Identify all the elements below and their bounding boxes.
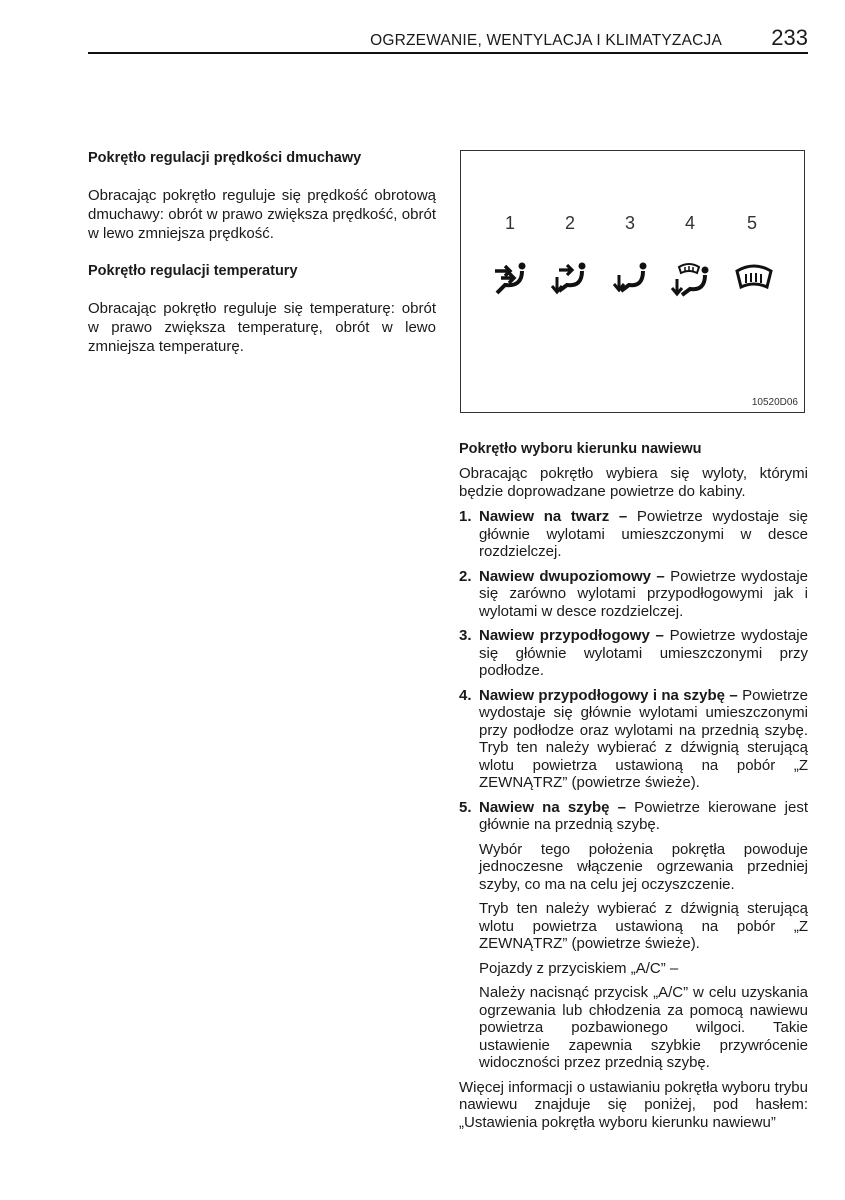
sub-paragraph: Należy nacisnąć przycisk „A/C” w celu uzyskania ogrzewania lub chłodzenia za pomocą nawiewu powietrza pozbawionego wilgoci. Takie ustawienie zapewnia szybkie przywrócenie widoczności przez przednią szybę.	[479, 984, 808, 1071]
item-title: Nawiew na szybę –	[479, 798, 626, 816]
mode-number-4: 4	[685, 213, 696, 233]
direction-intro: Obracając pokrętło wybiera się wyloty, którymi będzie doprowadzane powietrze do kabiny.	[459, 465, 808, 500]
right-column	[459, 440, 808, 1139]
item-title: Nawiew na twarz –	[479, 508, 628, 525]
item-text: Powietrze kierowane jest głównie na przednią szybę.	[479, 798, 809, 833]
item-number: 3.	[459, 627, 472, 644]
item-number: 4.	[459, 686, 472, 704]
list-item	[459, 568, 808, 621]
face-vent-icon	[491, 261, 531, 297]
item-number: 2.	[459, 567, 472, 585]
sub-paragraph: Wybór tego położenia pokrętła powoduje jednoczesne włączenie ogrzewania przedniej szyby, co ma na celu jej oczyszczenie.	[479, 840, 808, 893]
item-text: Powietrze wydostaje się zarówno wylotami przypodłogowymi jak i wylotami w desce rozdzielczej.	[479, 567, 808, 620]
mode-number-5: 5	[747, 213, 758, 233]
floor-defrost-vent-icon	[669, 261, 713, 299]
item-title: Nawiew przypodłogowy –	[479, 627, 664, 644]
item-title: Nawiew dwupoziomowy –	[479, 567, 665, 585]
item-text: Powietrze wydostaje się głównie wylotami umieszczonymi w desce rozdzielczej.	[479, 508, 808, 560]
mode-number-1: 1	[505, 213, 516, 233]
sub-paragraph: Tryb ten należy wybierać z dźwignią sterującą wlotu powietrza ustawioną na pobór „Z ZEWNĄTRZ” (powietrze świeże).	[479, 900, 808, 952]
temp-text: Obracając pokrętło reguluje się temperaturę: obrót w prawo zwiększa temperaturę, obrót w lewo zmniejsza temperaturę.	[88, 300, 436, 355]
list-item	[459, 687, 808, 792]
bi-level-vent-icon	[549, 261, 591, 297]
mode-number-3: 3	[625, 213, 636, 233]
windshield-defrost-icon	[733, 261, 775, 297]
page-header	[88, 26, 808, 54]
floor-vent-icon	[611, 261, 651, 297]
page-number: 233	[771, 25, 808, 50]
header-title: OGRZEWANIE, WENTYLACJA I KLIMATYZACJA	[370, 32, 722, 49]
mode-illustration	[460, 150, 805, 413]
direction-outro: Więcej informacji o ustawianiu pokrętła wyboru trybu nawiewu znajduje się poniżej, pod hasłem: „Ustawienia pokrętła wyboru kierunku nawiewu”	[459, 1078, 808, 1131]
temp-heading: Pokrętło regulacji temperatury	[88, 263, 298, 279]
item-text: Powietrze wydostaje się głównie wylotami umieszczonymi przy podłodze.	[479, 627, 808, 679]
item-title: Nawiew przypodłogowy i na szybę –	[479, 686, 738, 704]
left-column	[88, 148, 436, 374]
blower-text: Obracając pokrętło reguluje się prędkość obrotową dmuchawy: obrót w prawo zwiększa prędkość, obrót w lewo zmniejsza prędkość.	[88, 187, 436, 242]
blower-heading: Pokrętło regulacji prędkości dmuchawy	[88, 150, 362, 166]
sub-paragraph: Pojazdy z przyciskiem „A/C” –	[479, 959, 679, 977]
direction-heading: Pokrętło wyboru kierunku nawiewu	[459, 441, 702, 457]
item-number: 5.	[459, 798, 472, 816]
item-text: Powietrze wydostaje się głównie wylotami umieszczonymi przy podłodze oraz wylotami na przednią szybę. Tryb ten należy wybierać z dźwignią sterującą wlotu powietrza ustawioną na pobór „Z ZEWNĄTRZ” (powietrze świeże).	[479, 686, 808, 791]
list-item	[459, 799, 808, 834]
figure-code: 10520D06	[751, 397, 798, 408]
item-number: 1.	[459, 508, 472, 525]
list-item	[459, 508, 808, 561]
mode-number-2: 2	[565, 213, 576, 233]
list-item	[459, 627, 808, 680]
